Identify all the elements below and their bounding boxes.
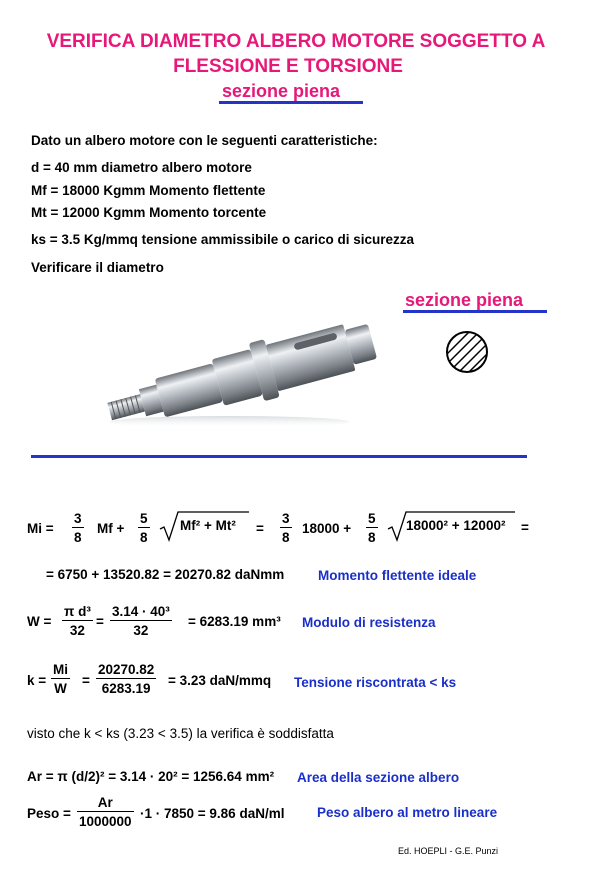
mi-fraction-4-num: 5 <box>368 511 376 526</box>
mi-fraction-1-den: 8 <box>74 530 82 545</box>
mi-fraction-1 <box>72 511 84 545</box>
w-eq1: = <box>96 614 104 629</box>
w-fraction-1-num: π d³ <box>64 604 91 619</box>
mi-fraction-3 <box>280 511 292 545</box>
mi-eq: = <box>256 521 264 536</box>
w-result: = 6283.19 mm³ <box>188 614 281 629</box>
weight-lhs: Peso = <box>27 806 71 821</box>
w-fraction-2-num: 3.14 · 40³ <box>112 604 170 619</box>
section-label-underline <box>403 310 547 313</box>
k-fraction-1-den: W <box>54 681 67 696</box>
verification-statement: visto che k < ks (3.23 < 3.5) la verifica è soddisfatta <box>27 726 334 741</box>
subtitle-underline <box>219 101 363 104</box>
k-result: = 3.23 daN/mmq <box>168 673 272 688</box>
allowable-stress-line: ks = 3.5 Kg/mmq tensione ammissibile o carico di sicurezza <box>31 232 415 247</box>
k-fraction-2 <box>96 662 156 696</box>
k-eq1: = <box>82 673 90 688</box>
k-label: Tensione riscontrata < ks <box>294 675 457 690</box>
k-fraction-2-den: 6283.19 <box>101 681 151 696</box>
solid-section-icon <box>444 329 490 375</box>
torque-line: Mt = 12000 Kgmm Momento torcente <box>31 205 267 220</box>
mi-root2: 18000² + 12000² <box>406 518 506 533</box>
mi-fraction-4-den: 8 <box>368 530 376 545</box>
k-fraction-1 <box>51 662 70 696</box>
mi-result: = 6750 + 13520.82 = 20270.82 daNmm <box>46 567 285 582</box>
mi-term1: Mf + <box>97 521 125 536</box>
mi-root1: Mf² + Mt² <box>180 518 236 533</box>
weight-fraction <box>77 795 134 829</box>
weight-fraction-num: Ar <box>97 795 113 810</box>
mi-fraction-3-num: 3 <box>282 511 290 526</box>
w-lhs: W = <box>27 614 52 629</box>
page-title-line2: FLESSIONE E TORSIONE <box>173 56 403 77</box>
mi-fraction-2-den: 8 <box>140 530 148 545</box>
shaft-image <box>90 282 390 432</box>
weight-label: Peso albero al metro lineare <box>317 805 498 820</box>
k-lhs: k = <box>27 673 47 688</box>
verify-line: Verificare il diametro <box>31 260 164 275</box>
w-fraction-2-den: 32 <box>133 623 149 638</box>
weight-rest: ·1 · 7850 = 9.86 daN/ml <box>140 806 285 821</box>
intro-text: Dato un albero motore con le seguenti caratteristiche: <box>31 133 378 148</box>
area-label: Area della sezione albero <box>297 770 460 785</box>
w-fraction-1 <box>62 604 93 638</box>
w-label: Modulo di resistenza <box>302 615 436 630</box>
page-title-line1: VERIFICA DIAMETRO ALBERO MOTORE SOGGETTO A <box>46 31 546 52</box>
mi-end: = <box>521 520 529 535</box>
mi-val1: 18000 + <box>302 521 352 536</box>
mi-fraction-4 <box>366 511 378 545</box>
mi-fraction-2 <box>138 511 150 545</box>
w-fraction-2 <box>110 604 172 638</box>
area-formula: Ar = π (d/2)² = 3.14 · 20² = 1256.64 mm² <box>27 769 275 784</box>
weight-fraction-den: 1000000 <box>79 814 132 829</box>
mi-fraction-3-den: 8 <box>282 530 290 545</box>
section-label: sezione piena <box>405 290 524 310</box>
mi-fraction-2-num: 5 <box>140 511 148 526</box>
mi-lhs: Mi = <box>27 521 54 536</box>
section-divider <box>31 455 527 458</box>
k-fraction-2-num: 20270.82 <box>98 662 155 677</box>
mi-fraction-1-num: 3 <box>74 511 82 526</box>
bending-moment-line: Mf = 18000 Kgmm Momento flettente <box>31 183 266 198</box>
w-fraction-1-den: 32 <box>69 623 85 638</box>
mi-result-label: Momento flettente ideale <box>318 568 477 583</box>
footer-credit: Ed. HOEPLI - G.E. Punzi <box>398 846 499 856</box>
page-subtitle: sezione piena <box>222 81 341 101</box>
k-fraction-1-num: Mi <box>53 662 68 677</box>
diameter-line: d = 40 mm diametro albero motore <box>31 160 252 175</box>
